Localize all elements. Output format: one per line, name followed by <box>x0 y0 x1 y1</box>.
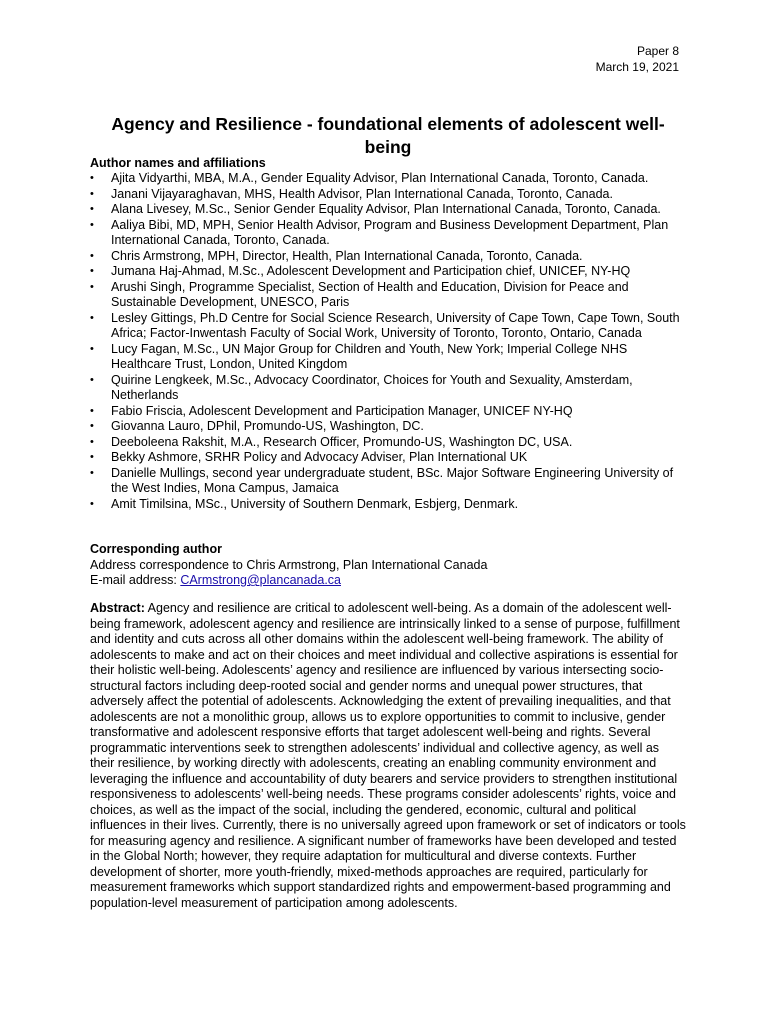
bullet-icon: • <box>90 203 94 215</box>
author-entry: Lesley Gittings, Ph.D Centre for Social Science Research, University of Cape Town, Cape Town, South Africa; Factor-Inwentash Faculty of Social Work, University of Toronto, Toronto, Ontario, Canada <box>111 310 680 340</box>
bullet-icon: • <box>90 218 94 231</box>
author-list-item <box>90 342 686 373</box>
bullet-icon: • <box>90 497 94 510</box>
email-link[interactable]: CArmstrong@plancanada.ca <box>180 573 341 587</box>
author-list-item <box>90 171 686 187</box>
author-list-item <box>90 280 686 311</box>
bullet-icon: • <box>90 420 94 432</box>
paper-date: March 19, 2021 <box>595 60 679 74</box>
author-entry: Quirine Lengkeek, M.Sc., Advocacy Coordinator, Choices for Youth and Sexuality, Amsterdam, Netherlands <box>111 372 633 402</box>
author-entry: Janani Vijayaraghavan, MHS, Health Advisor, Plan International Canada, Toronto, Canada. <box>111 186 613 201</box>
paper-header <box>596 43 679 75</box>
author-list-item <box>90 249 686 265</box>
abstract-text: Agency and resilience are critical to adolescent well-being. As a domain of the adolescent well-being framework, adolescent agency and resilience are intrinsically linked to a sense of purpose, fulfillment and identity and cuts across all other domains within the adolescent well-being framework. The ability of adolescents to make and act on their choices and meet individual and collective aspirations is essential for their holistic well-being. Adolescents’ agency and resilience are influenced by various intersecting socio-structural factors including deep-rooted social and gender norms and unequal power structures, that adversely affect the potential of adolescents. Acknowledging the extent of prevailing inequalities, and that adolescents are not a monolithic group, allows us to explore opportunities to commit to inclusive, gender transformative and adolescent responsive efforts that target adolescent well-being and rights. Several programmatic interventions seek to strengthen adolescents’ individual and collective agency, as well as their resilience, by working directly with adolescents, creating an enabling community environment and leveraging the influence and accountability of duty bearers and service providers to strengthen institutional responsiveness to adolescents’ well-being needs. These programs consider adolescents’ rights, voice and choices, as well as the impact of the social, including the gendered, economic, cultural and political influences in their lives. Currently, there is no universally agreed upon framework or set of indicators or tools for measuring agency and resilience. A significant number of frameworks have been developed and tested in the Global North; however, they require adaptation for multicultural and diverse contexts. Further development of shorter, more youth-friendly, mixed-methods approaches are required, particularly for measurement frameworks which support standardized rights and empowerment-based programming and population-level measurement of participation among adolescents. <box>90 601 686 910</box>
email-label: E-mail address: <box>90 573 181 587</box>
author-entry: Amit Timilsina, MSc., University of Southern Denmark, Esbjerg, Denmark. <box>111 496 519 511</box>
author-entry: Arushi Singh, Programme Specialist, Section of Health and Education, Division for Peace and Sustainable Development, UNESCO, Paris <box>111 279 629 309</box>
author-list-item <box>90 218 686 249</box>
abstract-label: Abstract: <box>90 601 145 615</box>
corresponding-address: Address correspondence to Chris Armstrong, Plan International Canada <box>90 557 488 572</box>
author-entry: Aaliya Bibi, MD, MPH, Senior Health Advisor, Program and Business Development Department, Plan International Canada, Toronto, Canada. <box>111 217 669 247</box>
author-list-item <box>90 404 686 420</box>
bullet-icon: • <box>90 249 94 262</box>
bullet-icon: • <box>90 311 94 324</box>
corresponding-author-heading: Corresponding author <box>90 542 222 556</box>
author-entry: Fabio Friscia, Adolescent Development and Participation Manager, UNICEF NY-HQ <box>111 403 573 418</box>
author-list-item <box>90 264 686 280</box>
author-list-item <box>90 187 686 203</box>
author-entry: Alana Livesey, M.Sc., Senior Gender Equality Advisor, Plan International Canada, Toronto, Canada. <box>111 202 661 216</box>
bullet-icon: • <box>90 265 94 277</box>
author-list-item <box>90 419 686 435</box>
bullet-icon: • <box>90 466 94 479</box>
author-entry: Bekky Ashmore, SRHR Policy and Advocacy Adviser, Plan International UK <box>111 450 528 464</box>
author-list-item <box>90 497 686 513</box>
bullet-icon: • <box>90 435 94 448</box>
paper-number: Paper 8 <box>636 44 679 58</box>
bullet-icon: • <box>90 451 94 463</box>
author-list <box>90 171 686 512</box>
corresponding-author-section <box>90 542 686 589</box>
author-entry: Chris Armstrong, MPH, Director, Health, Plan International Canada, Toronto, Canada. <box>111 248 583 263</box>
author-list-item <box>90 311 686 342</box>
bullet-icon: • <box>90 373 94 386</box>
author-entry: Danielle Mullings, second year undergraduate student, BSc. Major Software Engineering University of the West Indies, Mona Campus, Jamaica <box>111 465 674 495</box>
bullet-icon: • <box>90 187 94 200</box>
author-list-item <box>90 435 686 451</box>
authors-heading: Author names and affiliations <box>90 156 266 170</box>
bullet-icon: • <box>90 172 94 184</box>
author-entry: Deeboleena Rakshit, M.A., Research Officer, Promundo-US, Washington DC, USA. <box>111 434 573 449</box>
author-entry: Giovanna Lauro, DPhil, Promundo-US, Washington, DC. <box>111 419 424 433</box>
author-list-item <box>90 373 686 404</box>
email-line <box>90 573 686 589</box>
paper-title: Agency and Resilience - foundational elements of adolescent well-being <box>111 114 665 157</box>
author-entry: Ajita Vidyarthi, MBA, M.A., Gender Equality Advisor, Plan International Canada, Toronto, Canada. <box>111 171 649 185</box>
author-list-item <box>90 466 686 497</box>
bullet-icon: • <box>90 280 94 293</box>
author-list-item <box>90 450 686 466</box>
author-entry: Jumana Haj-Ahmad, M.Sc., Adolescent Development and Participation chief, UNICEF, NY-HQ <box>111 264 631 278</box>
author-list-item <box>90 202 686 218</box>
bullet-icon: • <box>90 342 94 355</box>
author-entry: Lucy Fagan, M.Sc., UN Major Group for Children and Youth, New York; Imperial College NHS Healthcare Trust, London, United Kingdom <box>111 341 628 371</box>
abstract <box>90 601 686 911</box>
bullet-icon: • <box>90 404 94 417</box>
